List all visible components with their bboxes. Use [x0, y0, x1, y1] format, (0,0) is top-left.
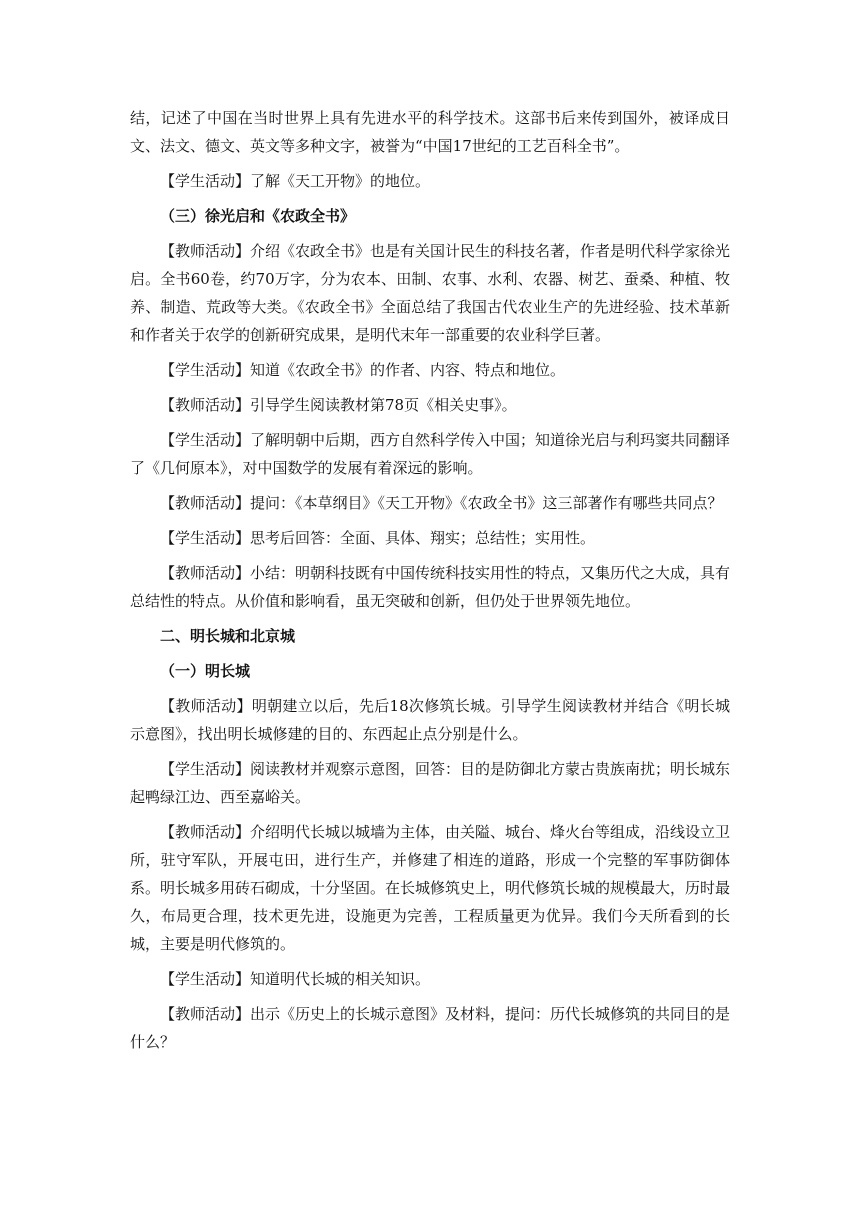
- paragraph-student-activity: 【学生活动】思考后回答：全面、具体、翔实；总结性；实用性。: [160, 529, 596, 547]
- document-body: [130, 104, 730, 1063]
- section-heading-xu-guangqi: （三）徐光启和《农政全书》: [160, 207, 356, 225]
- paragraph-teacher-activity: 【教师活动】明朝建立以后，先后18次修筑长城。引导学生阅读教材并结合《明长城示意图》，找出明长城修建的目的、东西起止点分别是什么。: [130, 697, 730, 743]
- paragraph-teacher-activity: 【教师活动】提问：《本草纲目》《天工开物》《农政全书》这三部著作有哪些共同点？: [160, 494, 723, 512]
- paragraph-student-activity: 【学生活动】阅读教材并观察示意图，回答：目的是防御北方蒙古贵族南扰；明长城东起鸭绿江边、西至嘉峪关。: [130, 760, 731, 806]
- paragraph-teacher-activity: 【教师活动】出示《历史上的长城示意图》及材料，提问：历代长城修筑的共同目的是什么？: [130, 1005, 731, 1051]
- section-heading-great-wall-beijing: 二、明长城和北京城: [160, 627, 296, 645]
- paragraph-teacher-activity: 【教师活动】引导学生阅读教材第78页《相关史事》。: [160, 396, 517, 414]
- paragraph-teacher-activity: 【教师活动】介绍《农政全书》也是有关国计民生的科技名著，作者是明代科学家徐光启。全书60卷，约70万字，分为农本、田制、农事、水利、农器、树艺、蚕桑、种植、牧养、制造、荒政等大类。《农政全书》全面总结了我国古代农业生产的先进经验、技术革新和作者关于农学的创新研究成果，是明代末年一部重要的农业科学巨著。: [130, 242, 731, 344]
- paragraph-teacher-activity: 【教师活动】介绍明代长城以城墙为主体，由关隘、城台、烽火台等组成，沿线设立卫所，驻守军队，开展屯田，进行生产，并修建了相连的道路，形成一个完整的军事防御体系。明长城多用砖石砌成，十分坚固。在长城修筑史上，明代修筑长城的规模最大，历时最久，布局更合理，技术更先进，设施更为完善，工程质量更为优异。我们今天所看到的长城，主要是明代修筑的。: [130, 823, 731, 953]
- subsection-heading-ming-great-wall: （一）明长城: [160, 662, 251, 680]
- paragraph-teacher-activity: 【教师活动】小结：明朝科技既有中国传统科技实用性的特点，又集历代之大成，具有总结性的特点。从价值和影响看，虽无突破和创新，但仍处于世界领先地位。: [130, 564, 731, 610]
- paragraph-student-activity: 【学生活动】了解明朝中后期，西方自然科学传入中国；知道徐光启与利玛窦共同翻译了《几何原本》，对中国数学的发展有着深远的影响。: [130, 431, 731, 477]
- paragraph-student-activity: 【学生活动】了解《天工开物》的地位。: [160, 172, 431, 190]
- paragraph-student-activity: 【学生活动】知道明代长城的相关知识。: [160, 970, 431, 988]
- paragraph-student-activity: 【学生活动】知道《农政全书》的作者、内容、特点和地位。: [160, 361, 566, 379]
- paragraph-continuation: 结，记述了中国在当时世界上具有先进水平的科学技术。这部书后来传到国外，被译成日文、法文、德文、英文等多种文字，被誉为“中国17世纪的工艺百科全书”。: [130, 109, 730, 155]
